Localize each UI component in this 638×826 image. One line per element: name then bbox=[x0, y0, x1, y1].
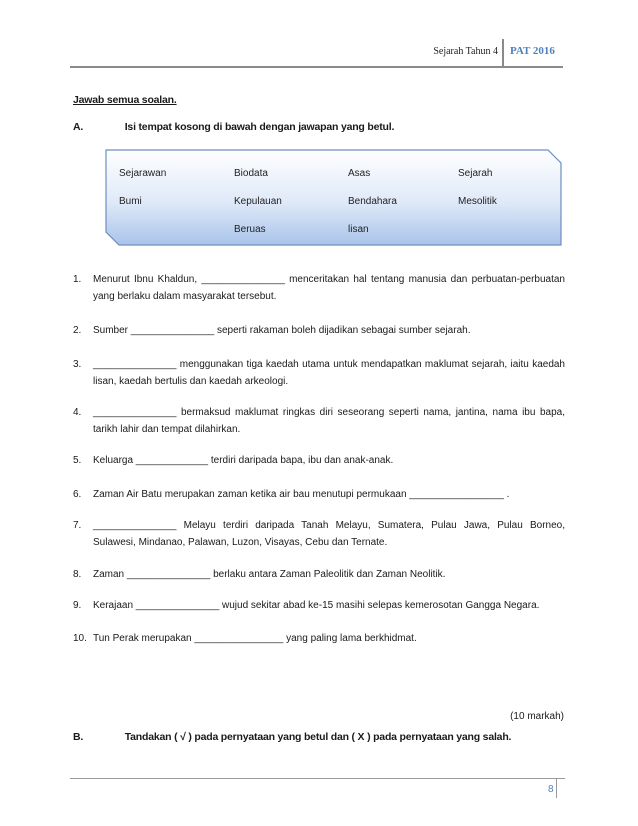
word-bank-item: lisan bbox=[348, 224, 369, 235]
page-footer bbox=[70, 778, 565, 798]
footer-rule bbox=[70, 778, 565, 779]
question-6 bbox=[73, 486, 565, 503]
question-text: _______________ bermaksud maklumat ringkas diri seseorang seperti nama, jantina, nama ibu bapa, tarikh lahir dan tempat dilahirkan. bbox=[93, 407, 565, 435]
header-exam-label: PAT 2016 bbox=[510, 45, 555, 57]
section-b-letter: B. bbox=[73, 731, 84, 743]
word-bank-box bbox=[105, 149, 561, 246]
question-5 bbox=[73, 452, 565, 469]
question-number: 1. bbox=[73, 274, 82, 285]
word-bank-item: Beruas bbox=[234, 224, 266, 235]
question-number: 9. bbox=[73, 600, 82, 611]
question-2 bbox=[73, 322, 565, 339]
question-number: 10. bbox=[73, 633, 87, 644]
question-number: 6. bbox=[73, 489, 82, 500]
question-text: _______________ menggunakan tiga kaedah utama untuk mendapatkan maklumat sejarah, iaitu kaedah lisan, kaedah bertulis dan kaedah arkeologi. bbox=[93, 359, 565, 387]
question-text: Zaman _______________ berlaku antara Zaman Paleolitik dan Zaman Neolitik. bbox=[93, 569, 446, 580]
word-bank-item: Mesolitik bbox=[458, 196, 497, 207]
question-number: 5. bbox=[73, 455, 82, 466]
section-a-title: Isi tempat kosong di bawah dengan jawapan yang betul. bbox=[124, 121, 395, 133]
question-number: 3. bbox=[73, 359, 82, 370]
question-text: Zaman Air Batu merupakan zaman ketika air bau menutupi permukaan _________________ . bbox=[93, 489, 510, 500]
question-number: 8. bbox=[73, 569, 82, 580]
question-text: Keluarga _____________ terdiri daripada bapa, ibu dan anak-anak. bbox=[93, 455, 394, 466]
question-text: Kerajaan _______________ wujud sekitar abad ke-15 masihi selepas kemerosotan Gangga Negara. bbox=[93, 600, 540, 611]
marks-label: (10 markah) bbox=[510, 711, 564, 722]
word-bank-item: Kepulauan bbox=[234, 196, 282, 207]
question-3 bbox=[73, 356, 565, 390]
header-subject: Sejarah Tahun 4 bbox=[433, 46, 498, 57]
section-b-heading bbox=[73, 731, 511, 743]
header-separator bbox=[502, 39, 504, 67]
section-a-letter: A. bbox=[73, 121, 84, 133]
word-bank-item: Bendahara bbox=[348, 196, 397, 207]
question-text: Menurut Ibnu Khaldun, _______________ menceritakan hal tentang manusia dan perbuatan-perbuatan yang berlaku dalam masyarakat tersebut. bbox=[93, 274, 565, 302]
instruction-text: Jawab semua soalan. bbox=[73, 94, 177, 106]
question-4 bbox=[73, 404, 565, 438]
question-10 bbox=[73, 630, 565, 647]
question-number: 4. bbox=[73, 407, 82, 418]
question-1 bbox=[73, 271, 565, 305]
footer-separator bbox=[556, 778, 557, 798]
question-number: 7. bbox=[73, 520, 82, 531]
question-text: Tun Perak merupakan ________________ yang paling lama berkhidmat. bbox=[93, 633, 417, 644]
word-bank-item: Biodata bbox=[234, 168, 268, 179]
section-b-title: Tandakan ( √ ) pada pernyataan yang betul dan ( X ) pada pernyataan yang salah. bbox=[124, 731, 512, 743]
word-bank-item: Bumi bbox=[119, 196, 142, 207]
question-9 bbox=[73, 597, 565, 614]
header-rule bbox=[70, 66, 563, 68]
question-text: Sumber _______________ seperti rakaman boleh dijadikan sebagai sumber sejarah. bbox=[93, 325, 471, 336]
word-bank-item: Sejarawan bbox=[119, 168, 167, 179]
page-header bbox=[0, 39, 638, 69]
question-number: 2. bbox=[73, 325, 82, 336]
word-bank-item: Sejarah bbox=[458, 168, 493, 179]
section-a-heading bbox=[73, 121, 394, 133]
word-bank-item: Asas bbox=[348, 168, 371, 179]
page-number: 8 bbox=[548, 784, 554, 795]
question-text: _______________ Melayu terdiri daripada Tanah Melayu, Sumatera, Pulau Jawa, Pulau Borneo, Sulawesi, Mindanao, Palawan, Luzon, Visayas, Cebu dan Ternate. bbox=[93, 520, 565, 548]
question-8 bbox=[73, 566, 565, 583]
question-7 bbox=[73, 517, 565, 551]
